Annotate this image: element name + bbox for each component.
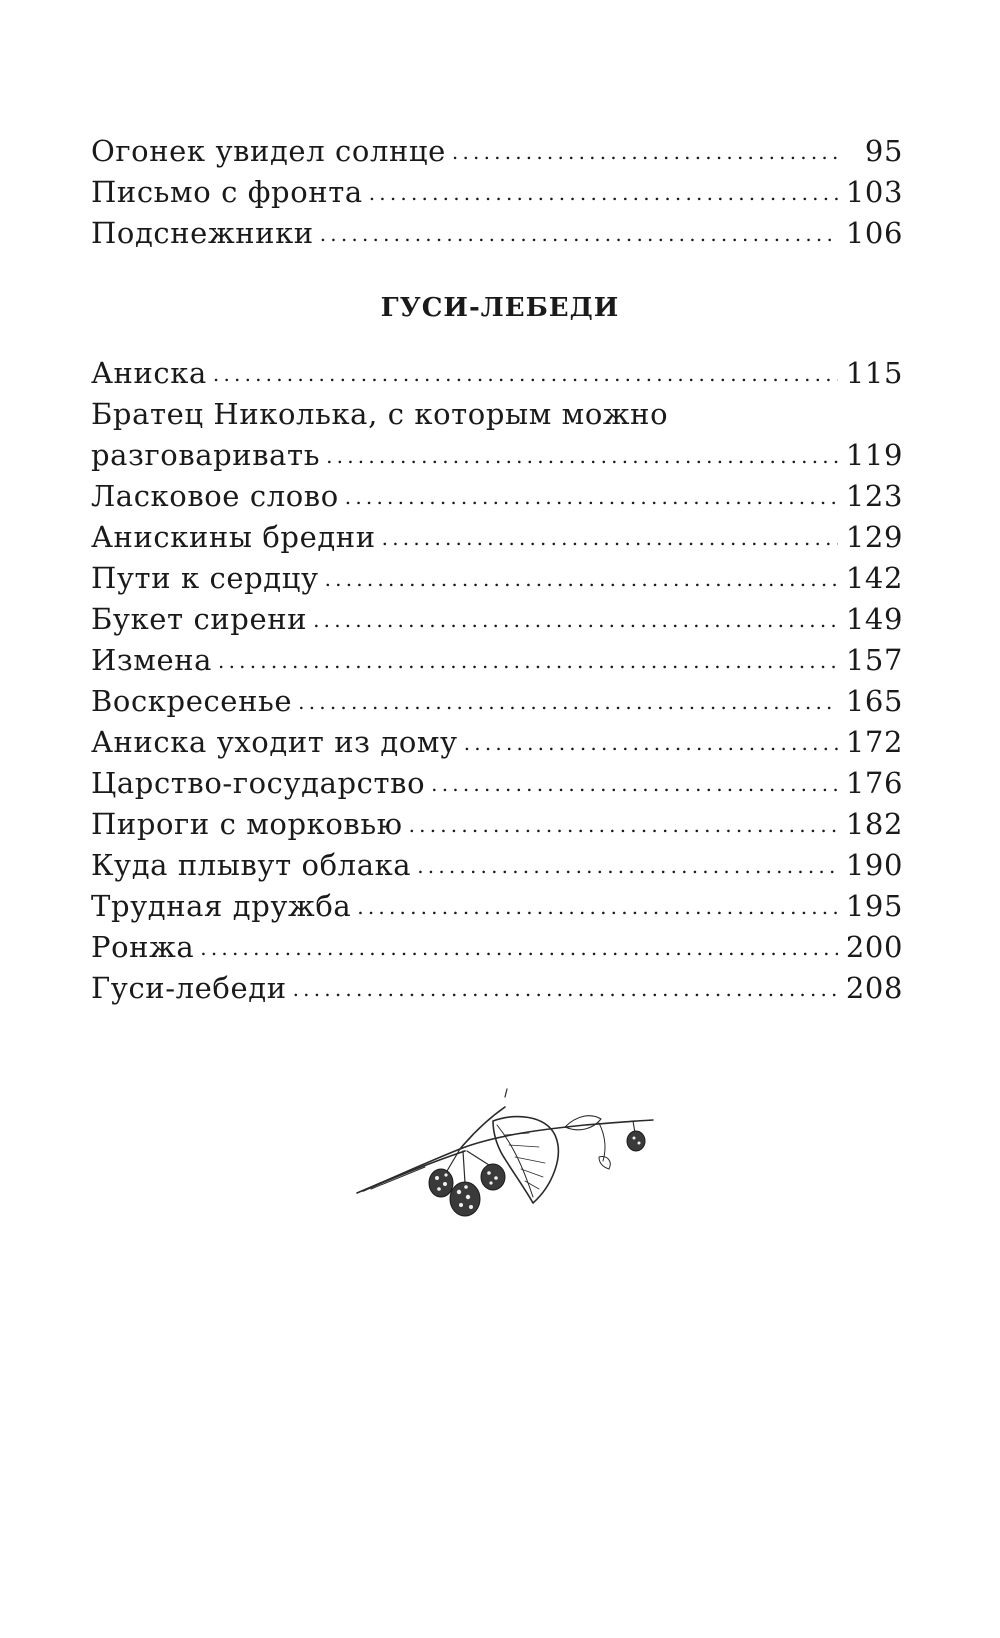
dot-leader — [417, 846, 838, 887]
toc-entry[interactable] — [91, 804, 903, 845]
toc-entry[interactable] — [91, 172, 903, 213]
toc-entry-title: разговаривать — [91, 438, 321, 472]
toc-entry[interactable] — [91, 476, 903, 517]
toc-entry[interactable] — [91, 722, 903, 763]
toc-entry[interactable] — [91, 845, 903, 886]
toc-entry-title: Пути к сердцу — [91, 561, 319, 595]
dot-leader — [298, 682, 838, 723]
dot-leader — [369, 173, 838, 214]
dot-leader — [431, 764, 838, 805]
toc-entry[interactable] — [91, 681, 903, 722]
toc-entry[interactable] — [91, 763, 903, 804]
toc-entry[interactable] — [91, 131, 903, 172]
dot-leader — [409, 805, 838, 846]
toc-entry-page: 195 — [845, 889, 903, 923]
toc-entry[interactable] — [91, 213, 903, 254]
toc-entry-page: 172 — [845, 725, 903, 759]
toc-entry[interactable] — [91, 640, 903, 681]
dot-leader — [452, 132, 843, 173]
dot-leader — [345, 477, 838, 518]
toc-entry-title: Аниска — [91, 356, 207, 390]
toc-entry[interactable] — [91, 353, 903, 394]
toc-entry-page: 176 — [845, 766, 903, 800]
toc-entry-title: Трудная дружба — [91, 889, 352, 923]
toc-entry-page: 129 — [845, 520, 903, 554]
toc-entry-title: Измена — [91, 643, 213, 677]
toc-entry-page: 165 — [845, 684, 903, 718]
raspberry-branch-icon — [355, 1085, 665, 1245]
toc-entry-title: Гуси-лебеди — [91, 971, 287, 1005]
dot-leader — [357, 887, 838, 928]
toc-rest-entries — [91, 476, 903, 1009]
toc-entry[interactable] — [91, 886, 903, 927]
toc-entry-page: 208 — [845, 971, 903, 1005]
toc-main-list — [91, 353, 903, 1009]
dot-leader — [464, 723, 838, 764]
toc-entry-title: Ласковое слово — [91, 479, 339, 513]
toc-entry-title: Аниска уходит из дому — [91, 725, 458, 759]
toc-entry-page: 119 — [845, 438, 903, 472]
toc-entry[interactable] — [91, 599, 903, 640]
dot-leader — [313, 600, 838, 641]
toc-entry-page: 142 — [845, 561, 903, 595]
toc-entry-page: 103 — [845, 175, 903, 209]
toc-entry-title: Куда плывут облака — [91, 848, 412, 882]
toc-entry-title: Ронжа — [91, 930, 195, 964]
toc-entry[interactable] — [91, 927, 903, 968]
toc-entry-page: 190 — [845, 848, 903, 882]
toc-entry[interactable] — [91, 558, 903, 599]
toc-entry-wrapped-line2[interactable] — [91, 435, 903, 476]
toc-entry[interactable] — [91, 517, 903, 558]
dot-leader — [200, 928, 838, 969]
dot-leader — [320, 214, 838, 255]
toc-entry-page: 123 — [845, 479, 903, 513]
toc-entry-wrapped-line1[interactable] — [91, 394, 903, 435]
toc-entry-title: Букет сирени — [91, 602, 308, 636]
dot-leader — [325, 559, 838, 600]
toc-entry-title: Воскресенье — [91, 684, 293, 718]
toc-entry-page: 157 — [845, 643, 903, 677]
toc-entry-title: Царство-государство — [91, 766, 426, 800]
toc-entry-title: Пироги с морковью — [91, 807, 403, 841]
dot-leader — [382, 518, 838, 559]
toc-entry-page: 106 — [845, 216, 903, 250]
toc-entry[interactable] — [91, 968, 903, 1009]
dot-leader — [213, 354, 838, 395]
toc-entry-title: Письмо с фронта — [91, 175, 363, 209]
toc-entry-page: 149 — [845, 602, 903, 636]
toc-entry-title: Подснежники — [91, 216, 314, 250]
toc-top-list — [91, 131, 903, 254]
toc-entry-title: Огонек увидел солнце — [91, 134, 446, 168]
toc-entry-page: 200 — [845, 930, 903, 964]
dot-leader — [218, 641, 838, 682]
toc-entry-page: 95 — [864, 134, 903, 168]
dot-leader — [293, 969, 838, 1010]
toc-entry-page: 115 — [845, 356, 903, 390]
dot-leader — [326, 436, 838, 477]
section-heading: ГУСИ-ЛЕБЕДИ — [380, 293, 620, 323]
toc-entry-title: Анискины бредни — [91, 520, 376, 554]
toc-entry-page: 182 — [845, 807, 903, 841]
toc-entry-title: Братец Николька, с которым можно — [91, 397, 669, 431]
